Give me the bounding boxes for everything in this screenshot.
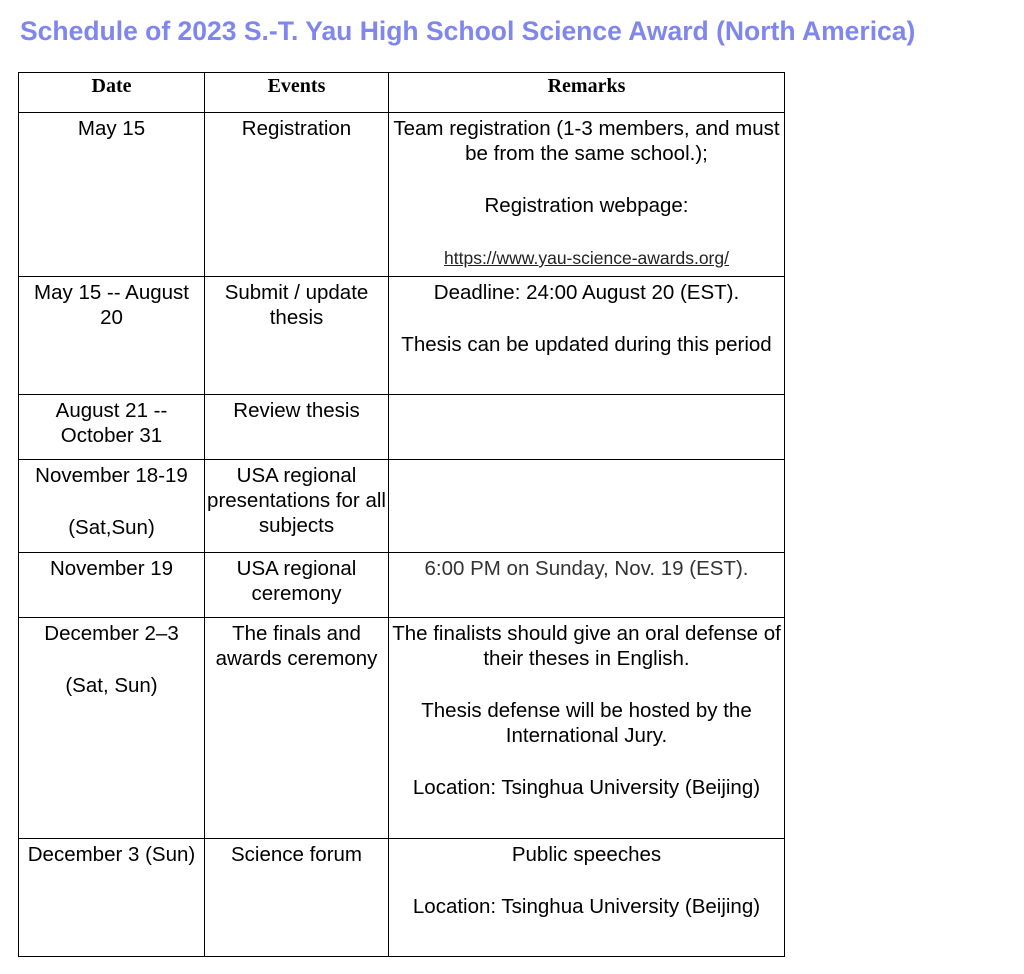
remarks-cell <box>389 277 785 395</box>
header-remarks: Remarks <box>389 73 785 113</box>
remark-text: Thesis can be updated during this period <box>401 333 772 356</box>
date-cell <box>19 277 205 395</box>
remark-text: The finalists should give an oral defense of their theses in English. <box>392 622 781 670</box>
date-text: December 3 (Sun) <box>27 843 196 866</box>
date-cell <box>19 618 205 839</box>
remark-text: Registration webpage: <box>484 194 689 217</box>
event-text: Review thesis <box>233 399 360 422</box>
event-cell <box>205 277 389 395</box>
table-row <box>19 113 785 277</box>
event-text: USA regional ceremony <box>236 557 357 605</box>
remark-text: Deadline: 24:00 August 20 (EST). <box>433 281 740 304</box>
remark-text: Location: Tsinghua University (Beijing) <box>412 776 761 799</box>
remarks-cell <box>389 839 785 957</box>
date-subtext: (Sat,Sun) <box>68 516 155 539</box>
event-text: USA regional presentations for all subjects <box>207 464 386 537</box>
event-text: Registration <box>241 117 352 140</box>
table-row <box>19 618 785 839</box>
table-row <box>19 839 785 957</box>
remark-text: Thesis defense will be hosted by the International Jury. <box>421 699 752 747</box>
date-text: November 18-19 <box>35 464 188 487</box>
remarks-cell <box>389 553 785 618</box>
event-cell <box>205 460 389 553</box>
event-text: Science forum <box>230 843 363 866</box>
date-text: August 21 -- October 31 <box>55 399 168 447</box>
date-cell <box>19 395 205 460</box>
remarks-cell <box>389 395 785 460</box>
table-row <box>19 395 785 460</box>
remarks-cell <box>389 618 785 839</box>
header-events: Events <box>205 73 389 113</box>
date-text: December 2–3 <box>44 622 179 645</box>
remark-text: Team registration (1-3 members, and must be from the same school.); <box>393 117 780 165</box>
table-row <box>19 553 785 618</box>
date-cell <box>19 113 205 277</box>
event-cell <box>205 395 389 460</box>
table-row <box>19 277 785 395</box>
date-cell <box>19 460 205 553</box>
event-cell <box>205 113 389 277</box>
registration-link[interactable]: https://www.yau-science-awards.org/ <box>444 248 729 268</box>
event-text: Submit / update thesis <box>224 281 369 329</box>
event-cell <box>205 618 389 839</box>
date-cell <box>19 553 205 618</box>
table-header-row <box>19 73 785 113</box>
header-date: Date <box>19 73 205 113</box>
remarks-cell <box>389 460 785 553</box>
date-subtext: (Sat, Sun) <box>65 674 158 697</box>
schedule-table <box>18 72 785 957</box>
date-cell <box>19 839 205 957</box>
event-cell <box>205 839 389 957</box>
date-text: May 15 <box>77 117 146 140</box>
date-text: May 15 -- August 20 <box>34 281 189 329</box>
page-title: Schedule of 2023 S.-T. Yau High School Science Award (North America) <box>20 16 916 46</box>
date-text: November 19 <box>49 557 174 580</box>
remarks-cell <box>389 113 785 277</box>
remark-text: Location: Tsinghua University (Beijing) <box>412 895 761 918</box>
event-text: The finals and awards ceremony <box>215 622 378 670</box>
remark-text: Public speeches <box>511 843 662 866</box>
remark-text: 6:00 PM on Sunday, Nov. 19 (EST). <box>424 557 749 580</box>
table-row <box>19 460 785 553</box>
event-cell <box>205 553 389 618</box>
